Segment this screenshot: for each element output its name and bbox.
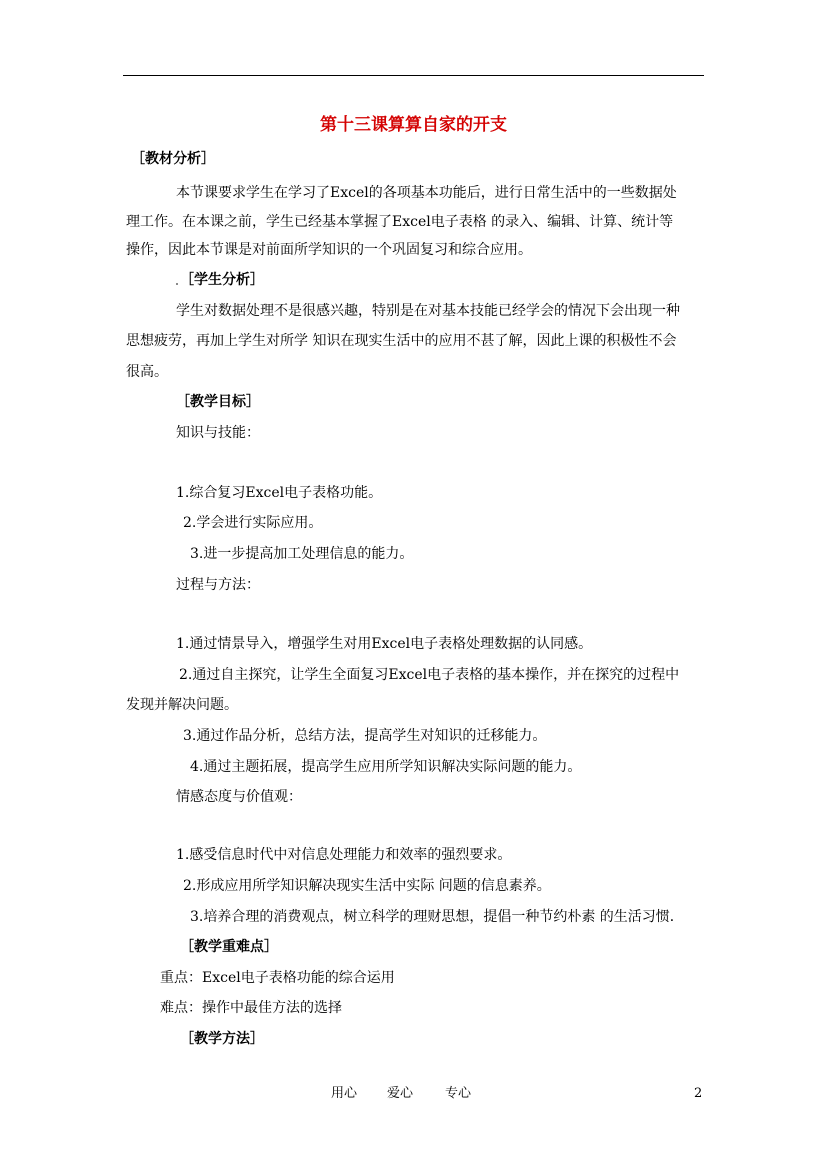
attitude-item-2: 2.形成应用所学知识解决现实生活中实际 问题的信息素养。 [183, 878, 551, 894]
process-item-2-cont: 发现并解决问题。 [126, 697, 238, 713]
document-title: 第十三课算算自家的开支 [320, 115, 507, 135]
process-item-3: 3.通过作品分析，总结方法，提高学生对知识的迁移能力。 [183, 728, 547, 744]
material-line-1: 本节课要求学生在学习了Excel的各项基本功能后，进行日常生活中的一些数据处 [176, 185, 677, 201]
section-heading-material: ［教材分析］ [131, 151, 215, 167]
attitude-label: 情感态度与价值观： [176, 789, 302, 805]
section-heading-methods: ［教学方法］ [180, 1031, 264, 1047]
bullet-dot [176, 283, 178, 285]
footer-slogan-3: 专心 [445, 1086, 472, 1101]
keypoint-important: 重点：Excel电子表格功能的综合运用 [160, 970, 395, 986]
attitude-item-3: 3.培养合理的消费观点，树立科学的理财思想，提倡一种节约朴素 的生活习惯． [190, 909, 684, 925]
student-line-2: 思想疲劳，再加上学生对所学 知识在现实生活中的应用不甚了解，因此上课的积极性不会 [126, 333, 677, 349]
process-item-1: 1.通过情景导入，增强学生对用Excel电子表格处理数据的认同感。 [176, 636, 593, 652]
footer-slogan-2: 爱心 [387, 1086, 414, 1101]
material-line-3: 操作，因此本节课是对前面所学知识的一个巩固复习和综合应用。 [126, 242, 532, 258]
student-line-1: 学生对数据处理不是很感兴趣，特别是在对基本技能已经学会的情况下会出现一种 [176, 303, 680, 319]
process-item-2: 2.通过自主探究，让学生全面复习Excel电子表格的基本操作，并在探究的过程中 [179, 667, 680, 683]
knowledge-item-3: 3.进一步提高加工处理信息的能力。 [190, 546, 414, 562]
section-heading-goals: ［教学目标］ [176, 394, 260, 410]
keypoint-difficult: 难点：操作中最佳方法的选择 [160, 1000, 342, 1016]
footer-slogan-1: 用心 [331, 1086, 358, 1101]
knowledge-label: 知识与技能： [176, 425, 260, 441]
process-label: 过程与方法： [176, 577, 260, 593]
knowledge-item-1: 1.综合复习Excel电子表格功能。 [176, 485, 383, 501]
section-heading-student: ［学生分析］ [180, 272, 264, 288]
section-heading-keypoints: ［教学重难点］ [180, 939, 278, 955]
student-line-3: 很高。 [126, 364, 168, 380]
material-line-2: 理工作。在本课之前，学生已经基本掌握了Excel电子表格 的录入、编辑、计算、统计等 [126, 214, 674, 230]
process-item-4: 4.通过主题拓展，提高学生应用所学知识解决实际问题的能力。 [190, 759, 582, 775]
page-number: 2 [694, 1086, 703, 1101]
attitude-item-1: 1.感受信息时代中对信息处理能力和效率的强烈要求。 [176, 847, 512, 863]
knowledge-item-2: 2.学会进行实际应用。 [183, 515, 323, 531]
header-rule [123, 75, 704, 76]
